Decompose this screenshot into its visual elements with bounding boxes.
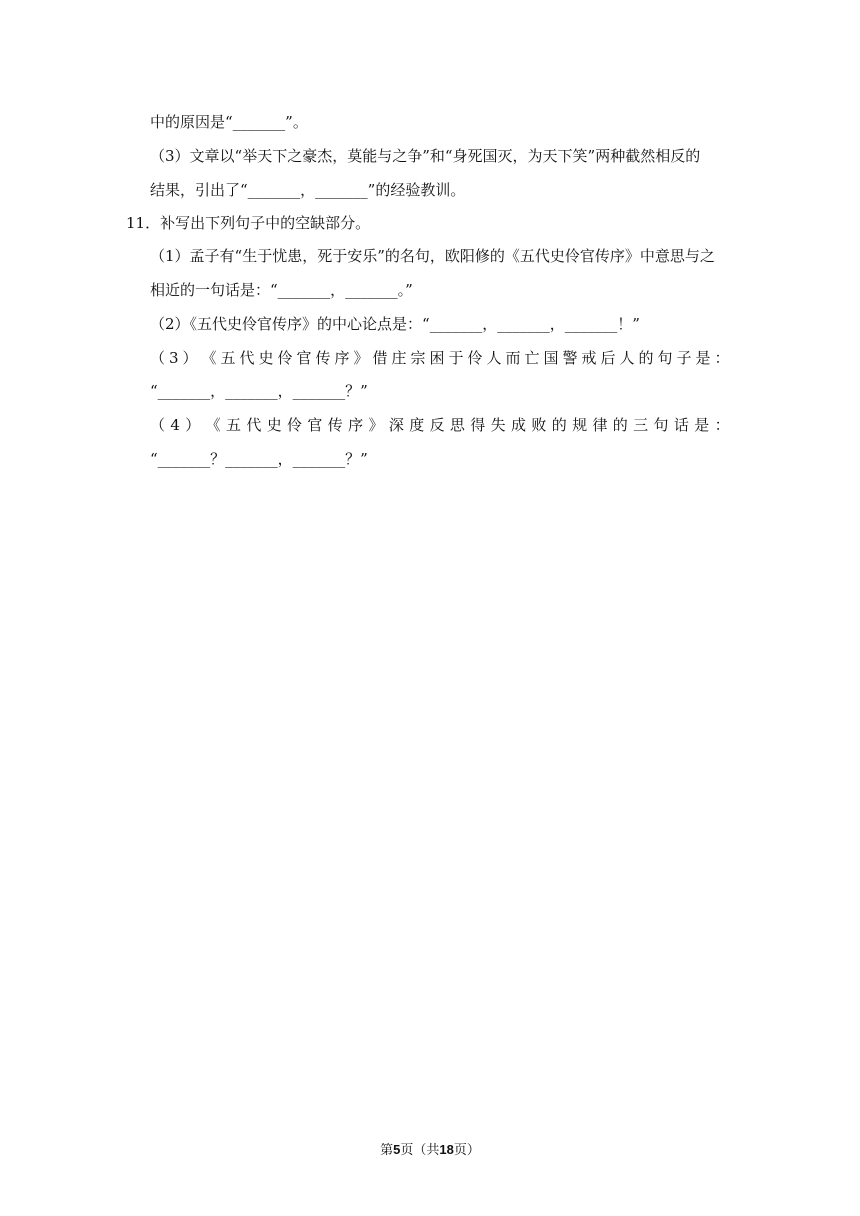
justified-char: 的 (551, 416, 567, 434)
justified-char: 》 (368, 416, 384, 434)
justified-char: 借 (372, 349, 388, 367)
text-line-answer-reason: 中的原因是“_______”。 (150, 113, 308, 131)
text-line-question-3-cont: 结果，引出了“_______，_______”的经验教训。 (150, 181, 466, 199)
footer-prefix: 第 (380, 1143, 394, 1158)
justified-char: ） (185, 416, 201, 434)
justified-char: 序 (334, 349, 350, 367)
justified-char: ） (182, 349, 198, 367)
justified-char: 4 (170, 416, 180, 434)
justified-char: （ (150, 416, 166, 434)
footer-total-pages: 18 (439, 1142, 454, 1157)
justified-char: ： (714, 349, 730, 367)
justified-char: 后 (600, 349, 616, 367)
page-footer (0, 1141, 860, 1160)
justified-char: 序 (348, 416, 364, 434)
justified-char: 句 (657, 349, 673, 367)
justified-char: 五 (225, 416, 241, 434)
text-line-subq-4-blanks: “_______？_______，_______？” (150, 450, 368, 468)
justified-char: 子 (676, 349, 692, 367)
justified-char: 国 (543, 349, 559, 367)
text-line-subq-2: （2）《五代史伶官传序》的中心论点是：“_______，_______，_______！” (150, 315, 640, 333)
justified-char: 是 (694, 416, 710, 434)
justified-char: 深 (388, 416, 404, 434)
justified-char: 是 (695, 349, 711, 367)
justified-char: 的 (612, 416, 628, 434)
text-line-question-3: （3）文章以“举天下之豪杰，莫能与之争”和“身死国灭，为天下笑”两种截然相反的 (150, 147, 701, 165)
justified-char: 人 (619, 349, 635, 367)
justified-char: 传 (327, 416, 343, 434)
justified-char: 规 (572, 416, 588, 434)
justified-char: （ (150, 349, 166, 367)
text-line-subq-4 (150, 415, 730, 435)
justified-char: 宗 (410, 349, 426, 367)
justified-char: 官 (296, 349, 312, 367)
text-line-subq-1-cont: 相近的一句话是：“_______，_______。” (150, 281, 413, 299)
justified-char: 庄 (391, 349, 407, 367)
justified-char: 》 (353, 349, 369, 367)
footer-page-number: 5 (393, 1142, 401, 1157)
justified-char: 史 (266, 416, 282, 434)
justified-char: 史 (258, 349, 274, 367)
justified-char: 代 (239, 349, 255, 367)
justified-char: 而 (505, 349, 521, 367)
justified-char: 失 (490, 416, 506, 434)
justified-char: 警 (562, 349, 578, 367)
justified-char: 律 (592, 416, 608, 434)
justified-char: 困 (429, 349, 445, 367)
justified-char: 度 (409, 416, 425, 434)
justified-char: 亡 (524, 349, 540, 367)
justified-char: 于 (448, 349, 464, 367)
justified-char: 伶 (287, 416, 303, 434)
justified-char: 三 (633, 416, 649, 434)
justified-char: 《 (205, 416, 221, 434)
justified-char: 伶 (277, 349, 293, 367)
justified-char: 思 (449, 416, 465, 434)
justified-char: 得 (470, 416, 486, 434)
justified-char: 反 (429, 416, 445, 434)
justified-char: 3 (169, 349, 179, 367)
justified-char: 《 (201, 349, 217, 367)
justified-char: 败 (531, 416, 547, 434)
text-line-subq-3 (150, 348, 730, 368)
justified-char: 话 (673, 416, 689, 434)
justified-char: 官 (307, 416, 323, 434)
justified-char: 伶 (467, 349, 483, 367)
text-line-subq-3-blanks: “_______，_______，_______？” (150, 382, 368, 400)
footer-suffix: 页） (453, 1143, 480, 1158)
justified-char: 五 (220, 349, 236, 367)
justified-char: 句 (653, 416, 669, 434)
justified-char: 的 (638, 349, 654, 367)
justified-char: 传 (315, 349, 331, 367)
justified-char: 代 (246, 416, 262, 434)
text-line-subq-1: （1）孟子有“生于忧患，死于安乐”的名句，欧阳修的《五代史伶官传序》中意思与之 (150, 247, 715, 265)
justified-char: 戒 (581, 349, 597, 367)
justified-char: ： (714, 416, 730, 434)
justified-char: 人 (486, 349, 502, 367)
footer-middle: 页（共 (400, 1143, 440, 1158)
justified-char: 成 (511, 416, 527, 434)
question-11-heading: 11．补写出下列句子中的空缺部分。 (126, 214, 371, 232)
